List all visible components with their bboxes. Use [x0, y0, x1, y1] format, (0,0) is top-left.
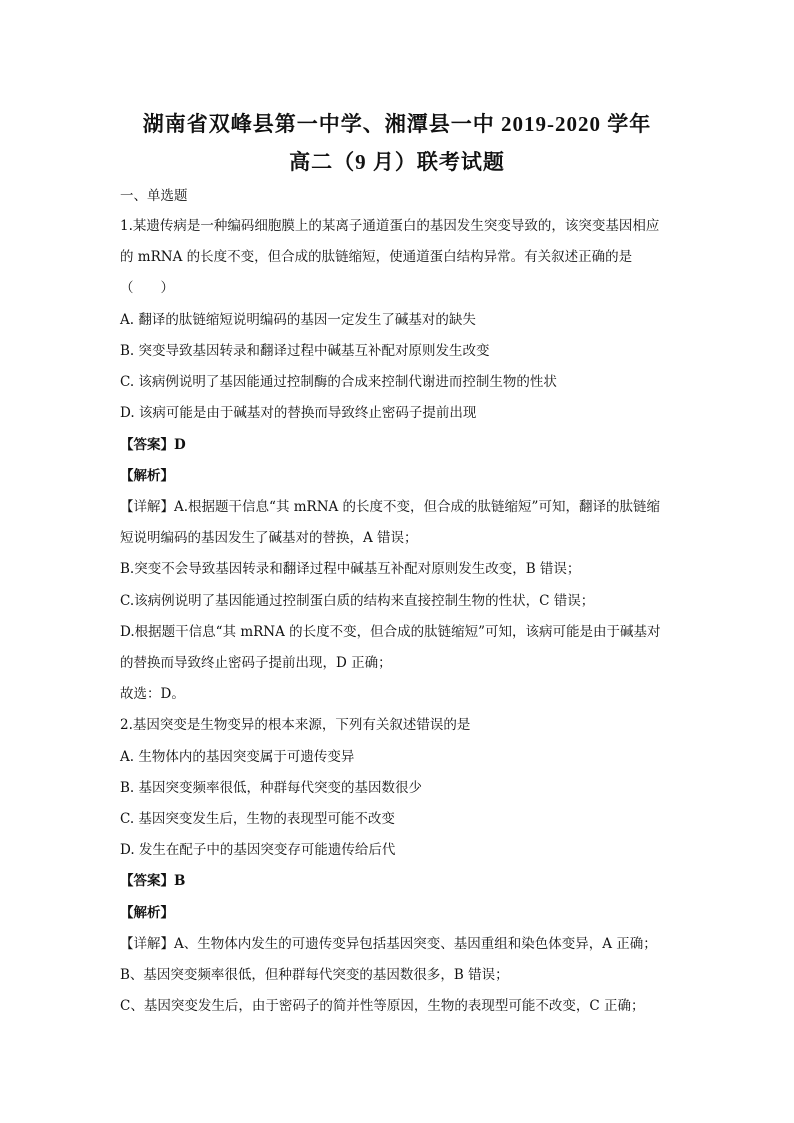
exam-title-line1: 湖南省双峰县第一中学、湘潭县一中 2019-2020 学年 — [142, 112, 652, 136]
q1-stem-line1: 1.某遗传病是一种编码细胞膜上的某离子通道蛋白的基因发生突变导致的，该突变基因相应 — [120, 218, 660, 234]
q2-answer: 【答案】B — [120, 873, 186, 889]
q2-detail-line2: B、基因突变频率很低，但种群每代突变的基因数很多，B 错误； — [120, 967, 509, 983]
q1-detail-line5: D.根据题干信息“其 mRNA 的长度不变，但合成的肽链缩短”可知，该病可能是由于碱基对 — [120, 624, 661, 640]
q1-answer: 【答案】D — [120, 437, 186, 453]
q2-analysis-label: 【解析】 — [120, 905, 174, 921]
q2-option-b: B. 基因突变频率很低，种群每代突变的基因数很少 — [120, 780, 423, 796]
q1-detail-line2: 短说明编码的基因发生了碱基对的替换，A 错误； — [120, 530, 418, 546]
q1-analysis-label: 【解析】 — [120, 468, 174, 484]
q2-stem-line1: 2.基因突变是生物变异的根本来源，下列有关叙述错误的是 — [120, 717, 471, 733]
q1-detail-line4: C.该病例说明了基因能通过控制蛋白质的结构来直接控制生物的性状，C 错误； — [120, 593, 595, 609]
q1-option-b: B. 突变导致基因转录和翻译过程中碱基互补配对原则发生改变 — [120, 343, 490, 359]
q1-stem-line2: 的 mRNA 的长度不变，但合成的肽链缩短，使通道蛋白结构异常。有关叙述正确的是 — [120, 249, 633, 265]
q1-stem-line3: （ ） — [120, 280, 174, 296]
q2-detail-line3: C、基因突变发生后，由于密码子的简并性等原因，生物的表现型可能不改变，C 正确； — [120, 998, 645, 1014]
q1-detail-line1: 【详解】A.根据题干信息“其 mRNA 的长度不变，但合成的肽链缩短”可知，翻译的肽链缩 — [120, 499, 660, 515]
q1-conclusion: 故选：D。 — [120, 686, 185, 702]
q1-detail-line3: B.突变不会导致基因转录和翻译过程中碱基互补配对原则发生改变，B 错误； — [120, 561, 581, 577]
q2-option-c: C. 基因突变发生后，生物的表现型可能不改变 — [120, 811, 395, 827]
q2-option-a: A. 生物体内的基因突变属于可遗传变异 — [120, 749, 355, 765]
exam-title-line2: 高二（9 月）联考试题 — [289, 150, 505, 174]
q1-option-c: C. 该病例说明了基因能通过控制酶的合成来控制代谢进而控制生物的性状 — [120, 374, 557, 390]
q1-option-a: A. 翻译的肽链缩短说明编码的基因一定发生了碱基对的缺失 — [120, 312, 476, 328]
q1-detail-line6: 的替换而导致终止密码子提前出现，D 正确； — [120, 655, 392, 671]
q2-detail-line1: 【详解】A、生物体内发生的可遗传变异包括基因突变、基因重组和染色体变异，A 正确； — [120, 936, 657, 952]
q1-option-d: D. 该病可能是由于碱基对的替换而导致终止密码子提前出现 — [120, 405, 477, 421]
q2-option-d: D. 发生在配子中的基因突变存可能遗传给后代 — [120, 842, 396, 858]
section-heading: 一、单选题 — [120, 188, 188, 204]
